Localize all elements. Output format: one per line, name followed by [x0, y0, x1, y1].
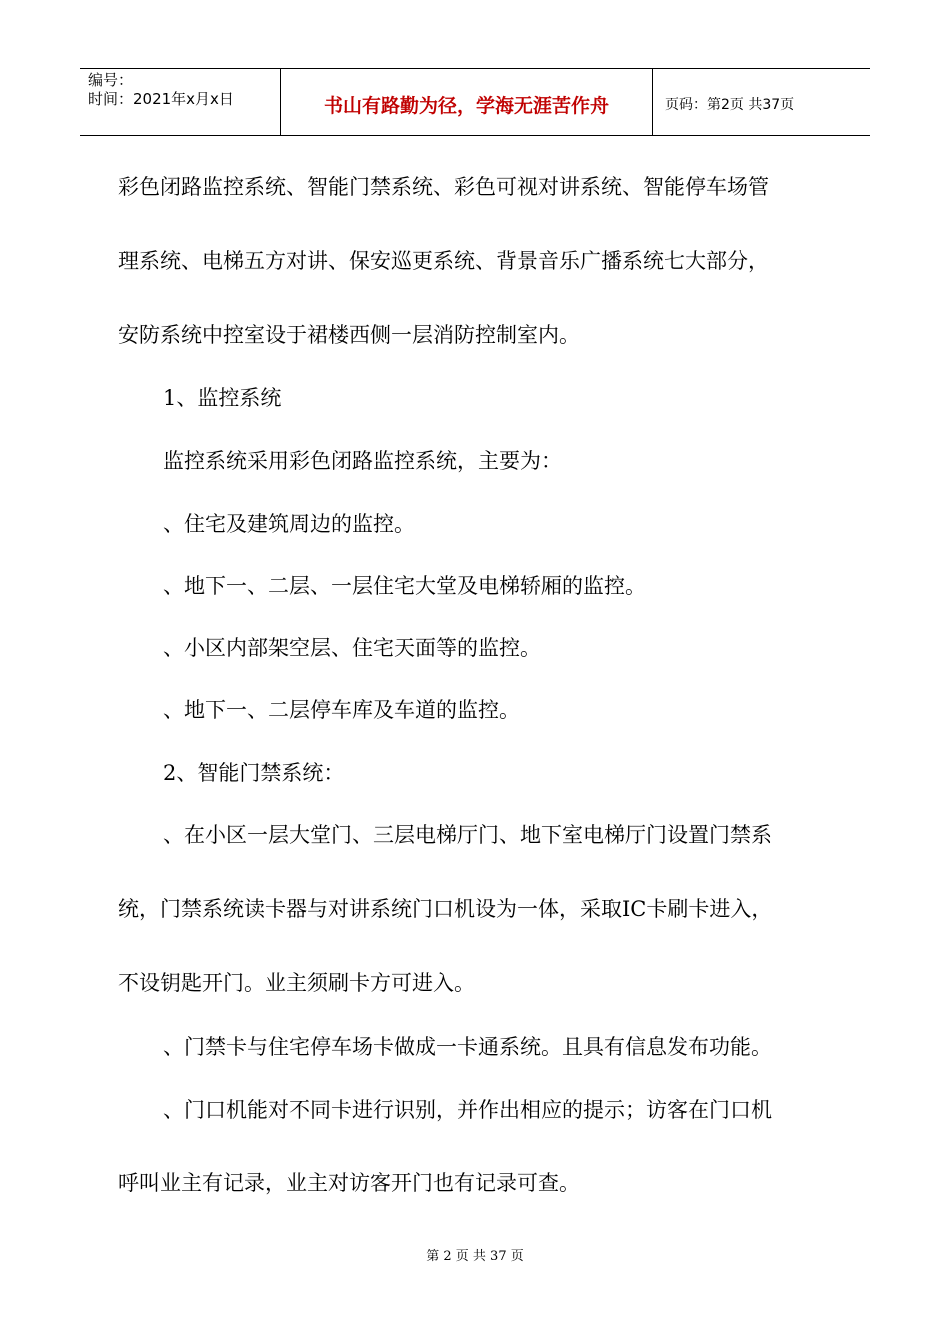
- body-line-1: 彩色闭路监控系统、智能门禁系统、彩色可视对讲系统、智能停车场管: [118, 175, 769, 199]
- header-meta: [80, 69, 281, 135]
- list-item-4: 、地下一、二层停车库及车道的监控。: [163, 698, 520, 722]
- body-line-2: 理系统、电梯五方对讲、保安巡更系统、背景音乐广播系统七大部分，: [118, 249, 769, 273]
- header-motto: 书山有路勤为径，学海无涯苦作舟: [281, 69, 653, 135]
- document-number-label: 编号：: [88, 71, 134, 89]
- body-line-5: 监控系统采用彩色闭路监控系统，主要为：: [163, 449, 562, 473]
- body-line-16: 呼叫业主有记录，业主对访客开门也有记录可查。: [118, 1171, 580, 1195]
- body-line-13: 不设钥匙开门。业主须刷卡方可进入。: [118, 971, 475, 995]
- body-line-11: 、在小区一层大堂门、三层电梯厅门、地下室电梯厅门设置门禁系: [163, 823, 772, 847]
- section-heading-access: 2、智能门禁系统：: [163, 761, 345, 785]
- body-line-15: 、门口机能对不同卡进行识别，并作出相应的提示；访客在门口机: [163, 1098, 772, 1122]
- body-line-3: 安防系统中控室设于裙楼西侧一层消防控制室内。: [118, 323, 580, 347]
- page-header: [80, 68, 870, 136]
- body-line-14: 、门禁卡与住宅停车场卡做成一卡通系统。且具有信息发布功能。: [163, 1035, 772, 1059]
- document-time-label: 时间：2021年x月x日: [88, 90, 234, 108]
- header-page-info: 页码：第2页 共37页: [665, 97, 795, 113]
- list-item-1: 、住宅及建筑周边的监控。: [163, 512, 415, 536]
- list-item-2: 、地下一、二层、一层住宅大堂及电梯轿厢的监控。: [163, 574, 646, 598]
- body-line-12: 统，门禁系统读卡器与对讲系统门口机设为一体，采取IC卡刷卡进入，: [118, 897, 773, 921]
- page-footer: 第 2 页 共 37 页: [426, 1249, 524, 1264]
- section-heading-monitoring: 1、监控系统: [163, 386, 282, 410]
- list-item-3: 、小区内部架空层、住宅天面等的监控。: [163, 636, 541, 660]
